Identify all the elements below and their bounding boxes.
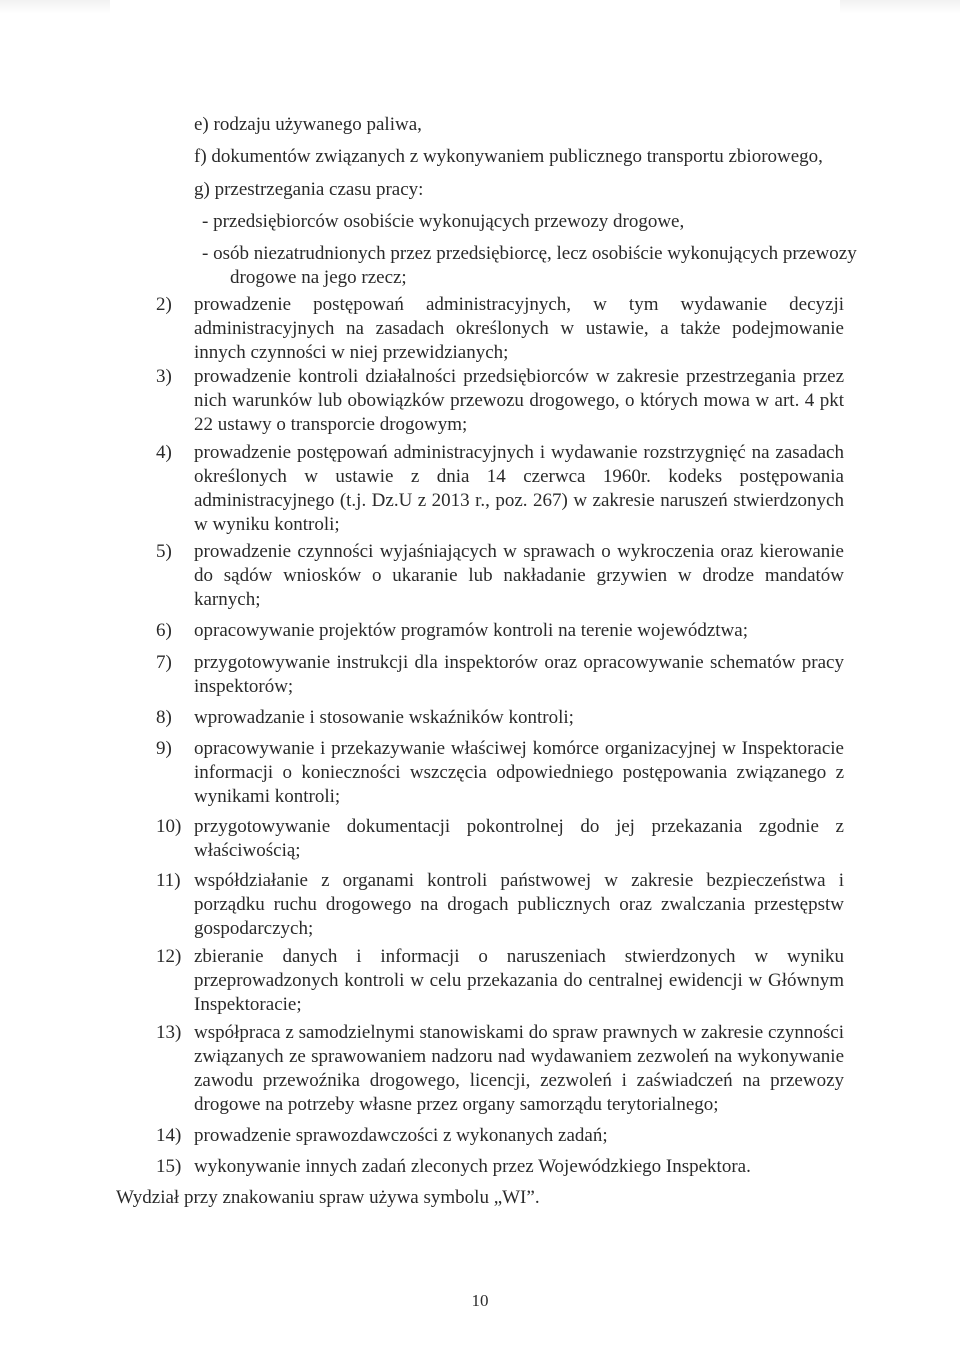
item-text: prowadzenie sprawozdawczości z wykonanych zadań; [194, 1125, 608, 1146]
list-item [156, 706, 844, 730]
list-item [156, 651, 844, 699]
item-text: wprowadzanie i stosowanie wskaźników kontroli; [194, 707, 574, 728]
item-text: współdziałanie z organami kontroli państwowej w zakresie bezpieczeństwa i porządku ruchu drogowego na drogach publicznych oraz zwalczania przestępstw gospodarczych; [194, 870, 844, 939]
item-number: 9) [156, 738, 172, 759]
item-number: 2) [156, 294, 172, 315]
list-item-g: g) przestrzegania czasu pracy: [194, 179, 424, 200]
list-item [156, 441, 844, 537]
list-item [156, 619, 844, 643]
item-number: 15) [156, 1156, 182, 1177]
item-number: 10) [156, 816, 182, 837]
list-item [156, 1124, 844, 1148]
item-number: 5) [156, 541, 172, 562]
item-text: prowadzenie postępowań administracyjnych, w tym wydawanie decyzji administracyjnych na zasadach określonych w ustawie, a także podejmowanie innych czynności w niej przewidzianych; [194, 294, 844, 363]
item-text: przygotowywanie instrukcji dla inspektorów oraz opracowywanie schematów pracy inspektorów; [194, 652, 844, 697]
item-number: 3) [156, 366, 172, 387]
item-number: 14) [156, 1125, 182, 1146]
list-item [156, 737, 844, 809]
scan-artifact [0, 0, 110, 14]
dash-item-2: - osób niezatrudnionych przez przedsiębiorcę, lecz osobiście wykonujących przewozy drogowe na jego rzecz; [202, 243, 857, 288]
list-item-f: f) dokumentów związanych z wykonywaniem publicznego transportu zbiorowego, [194, 146, 823, 167]
item-number: 11) [156, 870, 181, 891]
scan-artifact [840, 0, 960, 14]
item-number: 6) [156, 620, 172, 641]
item-text: opracowywanie i przekazywanie właściwej komórce organizacyjnej w Inspektoracie informacji o konieczności wszczęcia odpowiedniego postępowania związanego z wynikami kontroli; [194, 738, 844, 807]
list-item [156, 1155, 844, 1179]
item-text: współpraca z samodzielnymi stanowiskami do spraw prawnych w zakresie czynności związanych ze sprawowaniem nadzoru nad wydawaniem zezwoleń na wykonywanie zawodu przewoźnika drogowego, licencji, zezwoleń i zaświadczeń na przewozy drogowe na potrzeby własne przez organy samorządu terytorialnego; [194, 1022, 844, 1115]
list-item-e: e) rodzaju używanego paliwa, [194, 114, 422, 135]
item-number: 7) [156, 652, 172, 673]
item-text: prowadzenie postępowań administracyjnych i wydawanie rozstrzygnięć na zasadach określonych w ustawie z dnia 14 czerwca 1960r. kodeks postępowania administracyjnego (t.j. Dz.U z 2013 r., poz. 267) w zakresie naruszeń stwierdzonych w wyniku kontroli; [194, 442, 844, 535]
item-number: 8) [156, 707, 172, 728]
item-text: opracowywanie projektów programów kontroli na terenie województwa; [194, 620, 748, 641]
list-item [156, 365, 844, 437]
list-item [156, 293, 844, 365]
dash-item-1: - przedsiębiorców osobiście wykonujących przewozy drogowe, [202, 211, 685, 232]
item-text: przygotowywanie dokumentacji pokontrolnej do jej przekazania zgodnie z właściwością; [194, 816, 844, 861]
item-text: zbieranie danych i informacji o naruszeniach stwierdzonych w wyniku przeprowadzonych kontroli w celu przekazania do centralnej ewidencji w Głównym Inspektoracie; [194, 946, 844, 1015]
list-item [156, 869, 844, 941]
item-number: 12) [156, 946, 182, 967]
list-item [156, 1021, 844, 1117]
list-item [156, 815, 844, 863]
item-text: prowadzenie kontroli działalności przedsiębiorców w zakresie przestrzegania przez nich warunków lub obowiązków przewozu drogowego, o których mowa w art. 4 pkt 22 ustawy o transporcie drogowym; [194, 366, 844, 435]
item-number: 4) [156, 442, 172, 463]
item-text: wykonywanie innych zadań zleconych przez Wojewódzkiego Inspektora. [194, 1156, 751, 1177]
item-text: prowadzenie czynności wyjaśniających w sprawach o wykroczenia oraz kierowanie do sądów wniosków o ukaranie lub nakładanie grzywien w drodze mandatów karnych; [194, 541, 844, 610]
closing-sentence: Wydział przy znakowaniu spraw używa symbolu „WI”. [116, 1187, 540, 1208]
item-number: 13) [156, 1022, 182, 1043]
page-number: 10 [471, 1291, 489, 1310]
list-item [156, 945, 844, 1017]
list-item [156, 540, 844, 612]
